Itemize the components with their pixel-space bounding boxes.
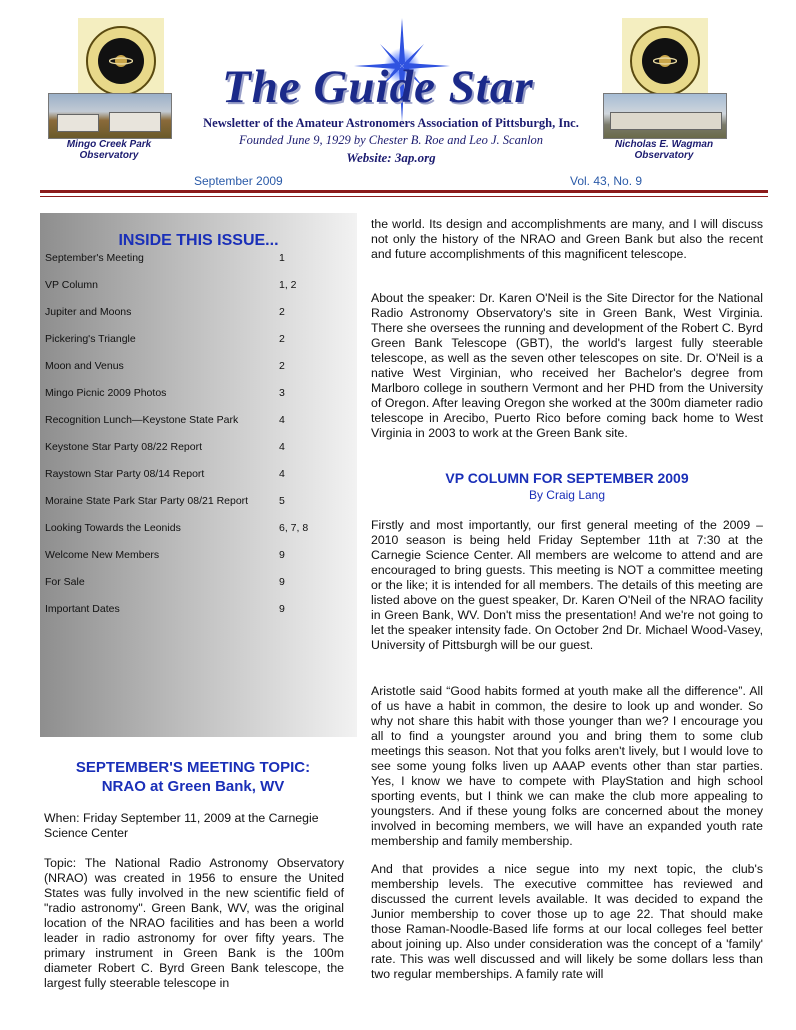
observatory-building [57, 114, 99, 132]
toc-page: 1 [279, 252, 285, 264]
toc-row[interactable] [45, 495, 345, 509]
observatory-building [610, 112, 722, 130]
saturn-icon [653, 52, 677, 70]
toc-row[interactable] [45, 468, 345, 482]
toc-page: 9 [279, 603, 285, 615]
toc-page: 4 [279, 414, 285, 426]
caption-line: Mingo Creek Park [66, 139, 152, 150]
saturn-emblem [98, 38, 144, 84]
toc-label: Welcome New Members [45, 549, 160, 561]
vp-column-byline: By Craig Lang [528, 488, 606, 502]
issue-date: September 2009 [194, 174, 283, 188]
toc-page: 1, 2 [279, 279, 297, 291]
toc-label: Pickering's Triangle [45, 333, 136, 345]
saturn-emblem [642, 38, 688, 84]
toc-page: 2 [279, 360, 285, 372]
toc-page: 4 [279, 468, 285, 480]
issue-volume: Vol. 43, No. 9 [570, 174, 643, 188]
vp-paragraph-3: And that provides a nice segue into my next topic, the club's membership levels. The executive committee has reviewed and discussed the current levels available. It was decided to expand the Junior membership to cover those up to age 22. That should make those Raman-Noodle-Based life forms at our local colleges feel better about joining up. Also under consideration was the concept of a 'family' rate. This was well discussed and will likely be some dollars less than two regular memberships. A family rate will [371, 862, 763, 981]
toc-page: 6, 7, 8 [279, 522, 309, 534]
toc-row[interactable] [45, 414, 345, 428]
toc-row[interactable] [45, 387, 345, 401]
toc-row[interactable] [45, 549, 345, 563]
toc-page: 9 [279, 549, 285, 561]
founded-line: Founded June 9, 1929 by Chester B. Roe and Leo J. Scanlon [238, 133, 544, 147]
left-photo-caption [48, 139, 170, 161]
toc-row[interactable] [45, 306, 345, 320]
toc-label: September's Meeting [45, 252, 144, 264]
newsletter-subtitle: Newsletter of the Amateur Astronomers Association of Pittsburgh, Inc. [203, 116, 579, 130]
toc-label: For Sale [45, 576, 85, 588]
about-speaker: About the speaker: Dr. Karen O'Neil is the Site Director for the National Radio Astronomy Observatory's site in Green Bank, West Virginia. There she oversees the running and development of the Robert C. Byrd Green Bank Telescope (GBT), the world's largest fully steerable telescope, as well as the seven other telescopes on site. Dr. O'Neil is a native West Virginian, who received her Bachelor's degree from Marlboro college in southern Vermont and her PHD from the University of Oregon. After leaving Oregon she worked at the 300m diameter radio telescope in Arecibo, Puerto Rico before coming back home to West Virginia in 2003 to work at the Green Bank site. [371, 291, 763, 440]
toc-label: Looking Towards the Leonids [45, 522, 181, 534]
meeting-heading [40, 758, 346, 796]
toc-label: Moraine State Park Star Party 08/21 Report [45, 495, 249, 507]
meeting-heading-line2: NRAO at Green Bank, WV [101, 778, 285, 795]
inside-title: INSIDE THIS ISSUE... [118, 232, 279, 249]
toc-row[interactable] [45, 522, 345, 536]
toc-row[interactable] [45, 441, 345, 455]
toc-page: 3 [279, 387, 285, 399]
toc-label: VP Column [45, 279, 98, 291]
mingo-creek-observatory-photo [48, 93, 172, 139]
meeting-when: When: Friday September 11, 2009 at the Carnegie Science Center [44, 811, 319, 840]
toc-row[interactable] [45, 333, 345, 347]
article-continuation: the world. Its design and accomplishments are many, and I will discuss not only the history of the NRAO and Green Bank but also the recent and future accomplishments of this magnificent telescope. [371, 217, 763, 261]
toc-row[interactable] [45, 252, 345, 266]
caption-line: Observatory [79, 150, 139, 161]
toc-row[interactable] [45, 279, 345, 293]
vp-column-heading: VP COLUMN FOR SEPTEMBER 2009 [445, 470, 689, 486]
toc-label: Mingo Picnic 2009 Photos [45, 387, 167, 399]
toc-row[interactable] [45, 576, 345, 590]
website-line: Website: 3ap.org [346, 150, 436, 165]
toc-page: 9 [279, 576, 285, 588]
toc-label: Moon and Venus [45, 360, 124, 372]
newsletter-title: The Guide Star [222, 61, 534, 113]
toc-label: Recognition Lunch—Keystone State Park [45, 414, 239, 426]
toc-label: Keystone Star Party 08/22 Report [45, 441, 203, 453]
caption-line: Observatory [634, 150, 694, 161]
vp-paragraph-1: Firstly and most importantly, our first general meeting of the 2009 – 2010 season is being held Friday September 11th at 7:30 at the Carnegie Science Center. All members are welcome to attend and are encouraged to bring guests. This meeting is NOT a committee meeting or the like; it is intended for all members. The details of this meeting are listed above on the guest speaker, Dr. Karen O'Neil of the NRAO facility in Green Bank, WV. Don't miss the presentation! And we're not going to let the speaker intensity fade. On October 2nd Dr. Michael Wood-Vasey, University of Pittsburgh will be our guest. [371, 518, 763, 652]
club-seal-logo-left [78, 18, 164, 104]
caption-line: Nicholas E. Wagman [614, 139, 714, 150]
toc-label: Important Dates [45, 603, 120, 615]
toc-page: 2 [279, 306, 285, 318]
toc-row[interactable] [45, 360, 345, 374]
toc-page: 5 [279, 495, 285, 507]
meeting-heading-line1: SEPTEMBER'S MEETING TOPIC: [75, 759, 311, 776]
observatory-building [109, 112, 161, 132]
toc-label: Raystown Star Party 08/14 Report [45, 468, 205, 480]
inside-this-issue-box [40, 213, 357, 737]
toc-page: 2 [279, 333, 285, 345]
seal-disc [86, 26, 156, 96]
wagman-observatory-photo [603, 93, 727, 139]
toc-page: 4 [279, 441, 285, 453]
header-rule-thin [40, 196, 768, 197]
seal-disc [630, 26, 700, 96]
header-rule-thick [40, 190, 768, 193]
club-seal-logo-right [622, 18, 708, 104]
meeting-topic: Topic: The National Radio Astronomy Observatory (NRAO) was created in 1956 to ensure the United States was fully involved in the new scientific field of "radio astronomy". Green Bank, WV, was the original location of the NRAO facilities and has been a world leader in radio astronomy for over fifty years. The primary instrument in Green Bank is the 100m diameter Robert C. Byrd Green Bank telescope, the largest fully steerable telescope in [44, 856, 344, 990]
toc-label: Jupiter and Moons [45, 306, 132, 318]
vp-paragraph-2: Aristotle said “Good habits formed at youth make all the difference”. All of us have a habit in common, the desire to look up and wonder. So why not share this habit with those younger than we? I encourage you all to find a youngster around you and bring them to some club meetings this season. Not that you folks aren't lively, but I would love to see some young folks liven up AAAP events other than star parties. Yes, I know we have to compete with PlayStation and high school sporting events, but I think we can make the club more appealing to youngsters. And if these young folks are concerned about the money involved in becoming members, we will have an expanded youth rate membership and family membership. [371, 684, 763, 848]
saturn-icon [109, 52, 133, 70]
toc-row[interactable] [45, 603, 345, 617]
right-photo-caption [603, 139, 725, 161]
